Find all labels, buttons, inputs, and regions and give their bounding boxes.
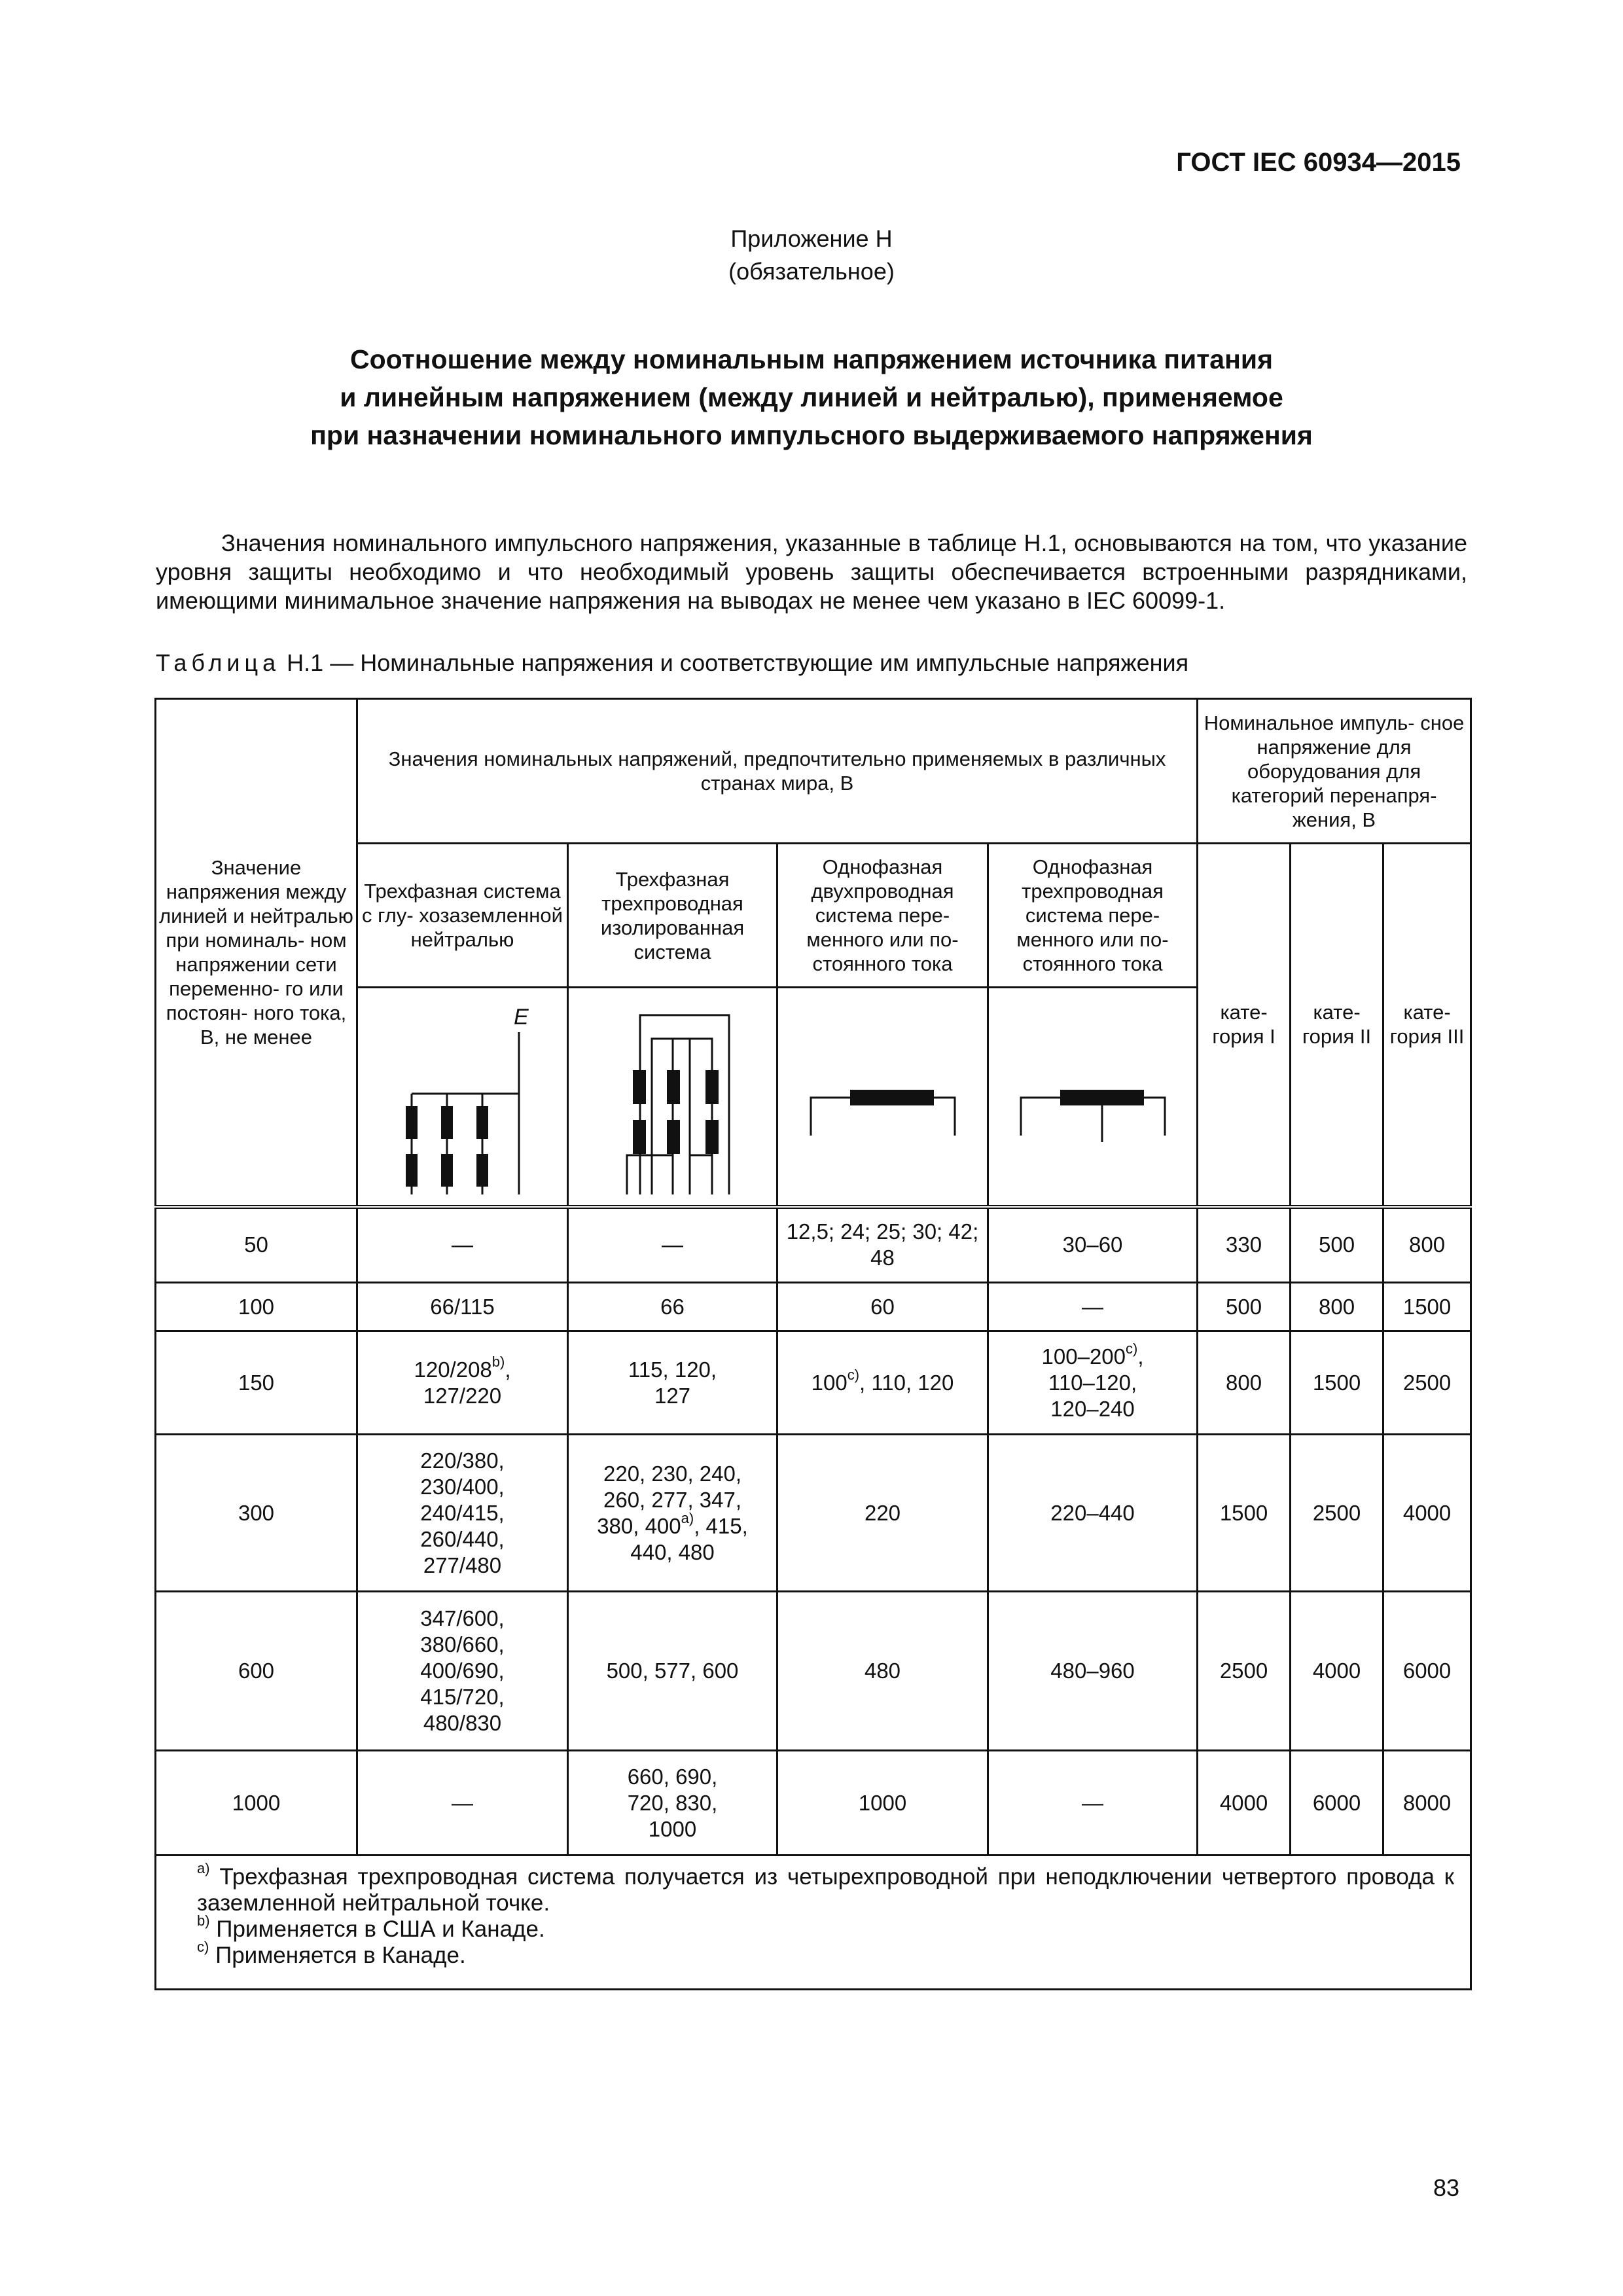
cell-line-voltage: 50 [156, 1207, 357, 1283]
earth-label: E [513, 1005, 529, 1030]
cell-three-phase-grounded: 66/115 [357, 1283, 568, 1331]
annex-title-line: Соотношение между номинальным напряжением источника питания [349, 344, 1274, 374]
table-row [156, 1331, 1471, 1435]
voltage-table [154, 698, 1472, 1990]
annex-title [0, 340, 1623, 454]
three-phase-grounded-neutral-diagram [365, 992, 561, 1201]
category-header-1: кате- гория I [1198, 844, 1291, 1207]
cell-category-3: 2500 [1383, 1331, 1471, 1435]
cell-single-two-wire: 12,5; 24; 25; 30; 42; 48 [777, 1207, 988, 1283]
footnote-mark: c) [847, 1366, 860, 1383]
cell-three-phase-isolated: 66 [568, 1283, 777, 1331]
footnote-mark: c) [1126, 1340, 1138, 1357]
cell-line-voltage: 600 [156, 1592, 357, 1751]
cell-single-two-wire [777, 1331, 988, 1435]
cell-three-phase-isolated: — [568, 1207, 777, 1283]
cell-three-phase-grounded [357, 1331, 568, 1435]
cell-category-2: 800 [1291, 1283, 1383, 1331]
cell-single-three-wire: 30–60 [988, 1207, 1198, 1283]
cell-category-3: 800 [1383, 1207, 1471, 1283]
intro-paragraph: Значения номинального импульсного напряжения, указанные в таблице H.1, основываются на том, что указание уровня защиты необходимо и что необходимый уровень защиты обеспечивается встроенными разрядниками, имеющими минимальное значение напряжения на выводах не менее чем указано в IEC 60099-1. [156, 529, 1467, 614]
cell-three-phase-grounded: 220/380, 230/400, 240/415, 260/440, 277/480 [357, 1435, 568, 1592]
cell-text: , [1137, 1344, 1144, 1369]
cell-category-1: 800 [1198, 1331, 1291, 1435]
table-row [156, 1592, 1471, 1751]
cell-single-three-wire: 220–440 [988, 1435, 1198, 1592]
diagram-cell-single-two-wire [777, 988, 988, 1207]
cell-category-3: 4000 [1383, 1435, 1471, 1592]
category-header-3: кате- гория III [1383, 844, 1471, 1207]
table-caption-word: Таблица [156, 649, 281, 676]
table-row [156, 1283, 1471, 1331]
cell-single-three-wire: — [988, 1283, 1198, 1331]
cell-line-voltage: 150 [156, 1331, 357, 1435]
cell-text: 100–200 [1041, 1344, 1126, 1369]
cell-single-two-wire: 480 [777, 1592, 988, 1751]
single-phase-two-wire-diagram [785, 992, 981, 1201]
annex-title-line: и линейным напряжением (между линией и нейтралью), применяемое [340, 382, 1283, 412]
annex-label: Приложение H [730, 225, 893, 252]
annex-title-line: при назначении номинального импульсного выдерживаемого напряжения [310, 420, 1313, 450]
table-row [156, 1207, 1471, 1283]
cell-single-two-wire: 220 [777, 1435, 988, 1592]
cell-three-phase-grounded: 347/600, 380/660, 400/690, 415/720, 480/830 [357, 1592, 568, 1751]
cell-single-three-wire: — [988, 1751, 1198, 1856]
document-code: ГОСТ IEC 60934—2015 [1176, 148, 1461, 177]
cell-text: , 110, 120 [859, 1370, 954, 1395]
cell-single-two-wire: 1000 [777, 1751, 988, 1856]
cell-line-voltage: 300 [156, 1435, 357, 1592]
cell-category-3: 8000 [1383, 1751, 1471, 1856]
cell-category-1: 2500 [1198, 1592, 1291, 1751]
col-header-line-neutral-voltage: Значение напряжения между линией и нейтралью при номиналь- ном напряжении сети переменно- го или постоян- ного тока, В, не менее [156, 699, 357, 1207]
diagram-cell-grounded [357, 988, 568, 1207]
cell-text: 220, 230, 240, 260, 277, 347, 380, 400 [597, 1461, 742, 1538]
footnote-mark: c) [197, 1939, 209, 1956]
cell-text: 127/220 [423, 1383, 502, 1408]
cell-category-3: 1500 [1383, 1283, 1471, 1331]
cell-three-phase-isolated: 115, 120, 127 [568, 1331, 777, 1435]
cell-three-phase-isolated: 660, 690, 720, 830, 1000 [568, 1751, 777, 1856]
group-header-impulse-voltage: Номинальное импуль- сное напряжение для оборудования для категорий перенапря- жения, В [1198, 699, 1471, 844]
sub-header-single-phase-three-wire: Однофазная трехпроводная система пере- менного или по- стоянного тока [988, 844, 1198, 988]
cell-category-1: 500 [1198, 1283, 1291, 1331]
sub-header-three-phase-isolated: Трехфазная трехпроводная изолированная система [568, 844, 777, 988]
table-row [156, 1435, 1471, 1592]
footnote-b [197, 1912, 1454, 1943]
cell-category-2: 1500 [1291, 1331, 1383, 1435]
footnote-mark: b) [491, 1353, 505, 1370]
diagram-cell-single-three-wire [988, 988, 1198, 1207]
cell-three-phase-grounded: — [357, 1207, 568, 1283]
footnote-mark: a) [681, 1509, 694, 1526]
cell-single-two-wire: 60 [777, 1283, 988, 1331]
cell-text: 120–240 [1050, 1396, 1135, 1421]
table-row [156, 1751, 1471, 1856]
cell-text: 110–120, [1048, 1370, 1137, 1395]
cell-category-2: 2500 [1291, 1435, 1383, 1592]
three-phase-isolated-diagram [575, 992, 771, 1201]
table-footnotes [156, 1856, 1471, 1990]
cell-category-2: 500 [1291, 1207, 1383, 1283]
sub-header-single-phase-two-wire: Однофазная двухпроводная система пере- менного или по- стоянного тока [777, 844, 988, 988]
cell-text: , [505, 1357, 511, 1382]
group-header-nominal-voltages: Значения номинальных напряжений, предпочтительно применяемых в различных странах мира, В [357, 699, 1198, 844]
category-header-2: кате- гория II [1291, 844, 1383, 1207]
cell-single-three-wire [988, 1331, 1198, 1435]
footnote-a [197, 1860, 1455, 1916]
cell-category-2: 4000 [1291, 1592, 1383, 1751]
footnote-text: Применяется в США и Канаде. [216, 1916, 545, 1942]
cell-single-three-wire: 480–960 [988, 1592, 1198, 1751]
cell-three-phase-isolated [568, 1435, 777, 1592]
cell-text: 120/208 [414, 1357, 492, 1382]
footnote-text: Применяется в Канаде. [215, 1943, 466, 1968]
cell-line-voltage: 1000 [156, 1751, 357, 1856]
cell-category-1: 1500 [1198, 1435, 1291, 1592]
footnote-mark: a) [197, 1860, 210, 1877]
cell-three-phase-isolated: 500, 577, 600 [568, 1592, 777, 1751]
sub-header-three-phase-grounded: Трехфазная система с глу- хозаземленной нейтралью [357, 844, 568, 988]
cell-category-1: 330 [1198, 1207, 1291, 1283]
cell-category-3: 6000 [1383, 1592, 1471, 1751]
footnote-text: Трехфазная трехпроводная система получается из четырехпроводной при неподключении четвертого провода к заземленной нейтральной точке. [197, 1864, 1455, 1916]
annex-status: (обязательное) [728, 258, 895, 285]
footnote-c [197, 1939, 1454, 1969]
cell-line-voltage: 100 [156, 1283, 357, 1331]
cell-category-1: 4000 [1198, 1751, 1291, 1856]
cell-text: , 415, 440, 480 [630, 1513, 748, 1564]
footnote-mark: b) [197, 1912, 210, 1929]
cell-category-2: 6000 [1291, 1751, 1383, 1856]
annex-heading [0, 223, 1623, 288]
cell-three-phase-grounded: — [357, 1751, 568, 1856]
page-number: 83 [1433, 2174, 1459, 2201]
table-caption [156, 649, 1188, 677]
single-phase-three-wire-diagram [995, 992, 1191, 1201]
table-caption-text: H.1 — Номинальные напряжения и соответствующие им импульсные напряжения [287, 649, 1189, 676]
diagram-cell-isolated [568, 988, 777, 1207]
cell-text: 100 [811, 1370, 847, 1395]
